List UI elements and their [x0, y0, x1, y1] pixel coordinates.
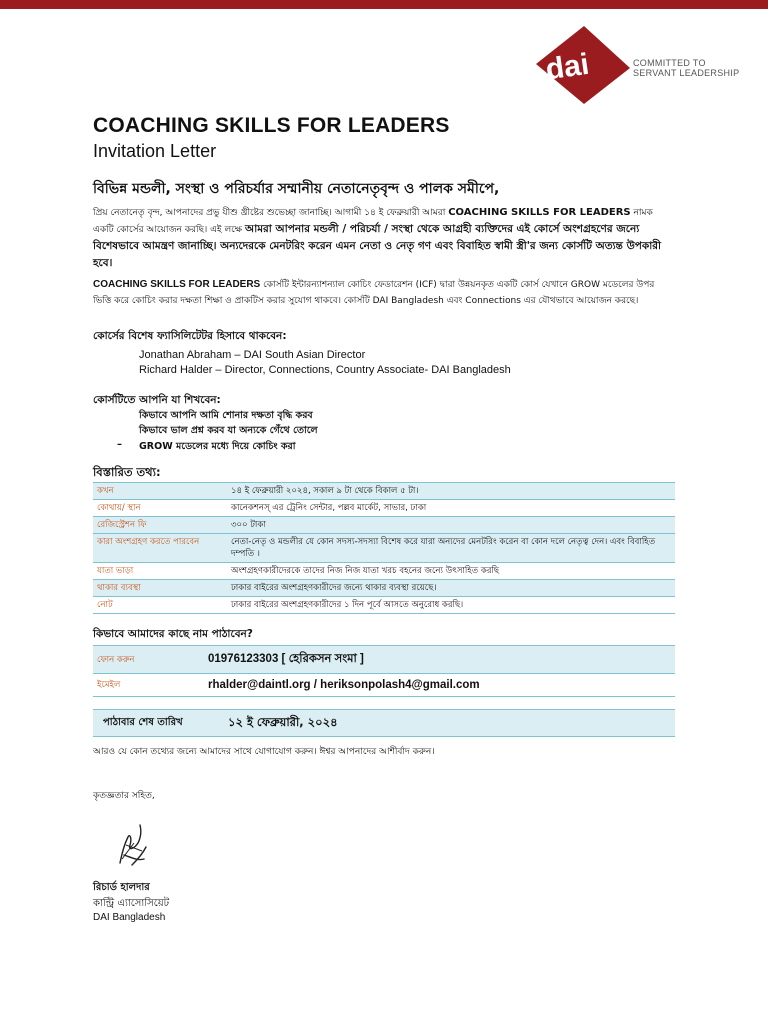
table-row: নোট ঢাকার বাইরের অংশগ্রহণকারীদের ১ দিন পূর্বে আসতে অনুরোধ করছি। — [93, 597, 675, 614]
document-title: COACHING SKILLS FOR LEADERS — [93, 114, 450, 137]
details-heading: বিস্তারিত তথ্য: — [93, 465, 161, 479]
table-row: কারা অংশগ্রহণ করতে পারবেন নেতা-নেতৃ ও মন্ডলীর যে কোন সদস্য-সদস্যা বিশেষ করে যারা অন্যদের মেনটরিং করেন বা কোন দলে নেতৃত্ব দেন। এবং বিবাহিত দম্পতি । — [93, 534, 675, 563]
top-brand-bar — [0, 0, 768, 9]
learn-item: GROW মডেলের মধ্যে দিয়ে কোচিং করা — [139, 441, 296, 452]
signer-org: DAI Bangladesh — [93, 912, 166, 923]
closing-line: আরও যে কোন তথ্যের জন্যে আমাদের সাথে যোগাযোগ করুন। ঈশ্বর আপনাদের আশীর্বাদ করুন। — [93, 747, 435, 757]
svg-text:dai: dai — [543, 47, 592, 87]
table-row: ইমেইল rhalder@daintl.org / heriksonpolash4@gmail.com — [93, 674, 675, 697]
table-row: ফোন করুন 01976123303 [ হেরিকসন সংমা ] — [93, 646, 675, 674]
facilitators-heading: কোর্সের বিশেষ ফ্যাসিলিটেটর হিসাবে থাকবেন: — [93, 330, 287, 342]
intro-paragraph: প্রিয় নেতানেতৃ বৃন্দ, আপনাদের প্রভু যীশু খ্রীষ্টের শুভেচ্ছা জানাচ্ছি। আগামী ১৪ ই ফেব্রুয়ারী আমরা COACHING SKILLS FOR LEADERS নামক একটি কোর্সের আয়োজন করছি। এই লক্ষে আমরা আপনার মন্ডলী / পরিচর্যা / সংস্থা থেকে আগ্রহী ব্যক্তিদের এই কোর্সে অংশগ্রহণের জন্যে বিশেষভাবে আমন্ত্রণ জানাচ্ছি। অন্যদেরকে মেনটরিং করেন এমন নেতা ও নেতৃ গণ এবং বিবাহিত স্বামী স্ত্রী'র জন্য কোর্সটি অত্যন্ত উপকারী হবে। — [93, 207, 662, 269]
course-paragraph: COACHING SKILLS FOR LEADERS কোর্সটি ইন্টারন্যাশন্যাল কোচিং ফেডারেশন (ICF) দ্বারা উন্নয়নকৃত একটি কোর্স যেখানে GROW মডেলের উপর ভিত্তি করে কোচিং করার দক্ষতা শিক্ষা ও প্রাকটিস করার সুযোগ থাকবে। কোর্সটি DAI Bangladesh এবং Connections এর যৌথভাবে আয়োজন করছে। — [93, 279, 655, 306]
list-dash: – — [117, 439, 122, 450]
learn-item: কিভাবে ভাল প্রশ্ন করব যা অন্যকে গেঁথে তোলে — [139, 425, 318, 436]
email-addresses[interactable]: rhalder@daintl.org / heriksonpolash4@gmail.com — [204, 674, 675, 697]
salutation: বিভিন্ন মন্ডলী, সংস্থা ও পরিচর্যার সম্মানীয় নেতানেতৃবৃন্দ ও পালক সমীপে, — [93, 181, 500, 197]
details-table — [93, 482, 675, 614]
signer-name: রিচার্ড হালদার — [93, 882, 150, 893]
facilitator-list — [139, 348, 511, 378]
learn-heading: কোর্সটিতে আপনি যা শিখবেন: — [93, 394, 221, 406]
signer-role: কান্ট্রি এ্যাসোসিয়েট — [93, 898, 170, 909]
deadline-box — [93, 709, 675, 737]
table-row: থাকার ব্যবস্থা ঢাকার বাইরের অংশগ্রহণকারীদের জন্যে থাকার ব্যবস্থা রয়েছে। — [93, 580, 675, 597]
table-row: কখন ১৪ ই ফেব্রুয়ারী ২০২৪, সকাল ৯ টা থেকে বিকাল ৫ টা। — [93, 483, 675, 500]
logo-tagline: COMMITTED TO SERVANT LEADERSHIP — [633, 58, 740, 78]
contact-heading: কিভাবে আমাদের কাছে নাম পাঠাবেন? — [93, 628, 253, 640]
table-row: কোথায়/ স্থান কানেকশনস্ এর ট্রেনিং সেন্টার, পল্লব মার্কেট, সাভার, ঢাকা — [93, 500, 675, 517]
facilitator-name: Jonathan Abraham – DAI South Asian Director — [139, 349, 366, 361]
contact-table — [93, 645, 675, 697]
phone-number[interactable]: 01976123303 [ হেরিকসন সংমা ] — [204, 646, 675, 674]
table-row: যাতা ভাড়া অংশগ্রহণকারীদেরকে তাদের নিজ নিজ যাতা খরচ বহনের জন্যে উৎসাহিত করছি — [93, 563, 675, 580]
handwritten-signature — [112, 815, 157, 875]
deadline-date: ১২ ই ফেব্রুয়ারী, ২০২৪ — [228, 715, 338, 729]
table-row: রেজিস্ট্রেশন ফি ৩০০ টাকা — [93, 517, 675, 534]
learn-item: কিভাবে আপনি আমি শোনার দক্ষতা বৃদ্ধি করব — [139, 410, 313, 421]
deadline-label: পাঠাবার শেষ তারিখ — [103, 717, 183, 728]
regards-line: কৃতজ্ঞতার সহিত, — [93, 791, 155, 801]
facilitator-name: Richard Halder – Director, Connections, Country Associate- DAI Bangladesh — [139, 364, 511, 376]
document-subtitle: Invitation Letter — [93, 141, 217, 161]
